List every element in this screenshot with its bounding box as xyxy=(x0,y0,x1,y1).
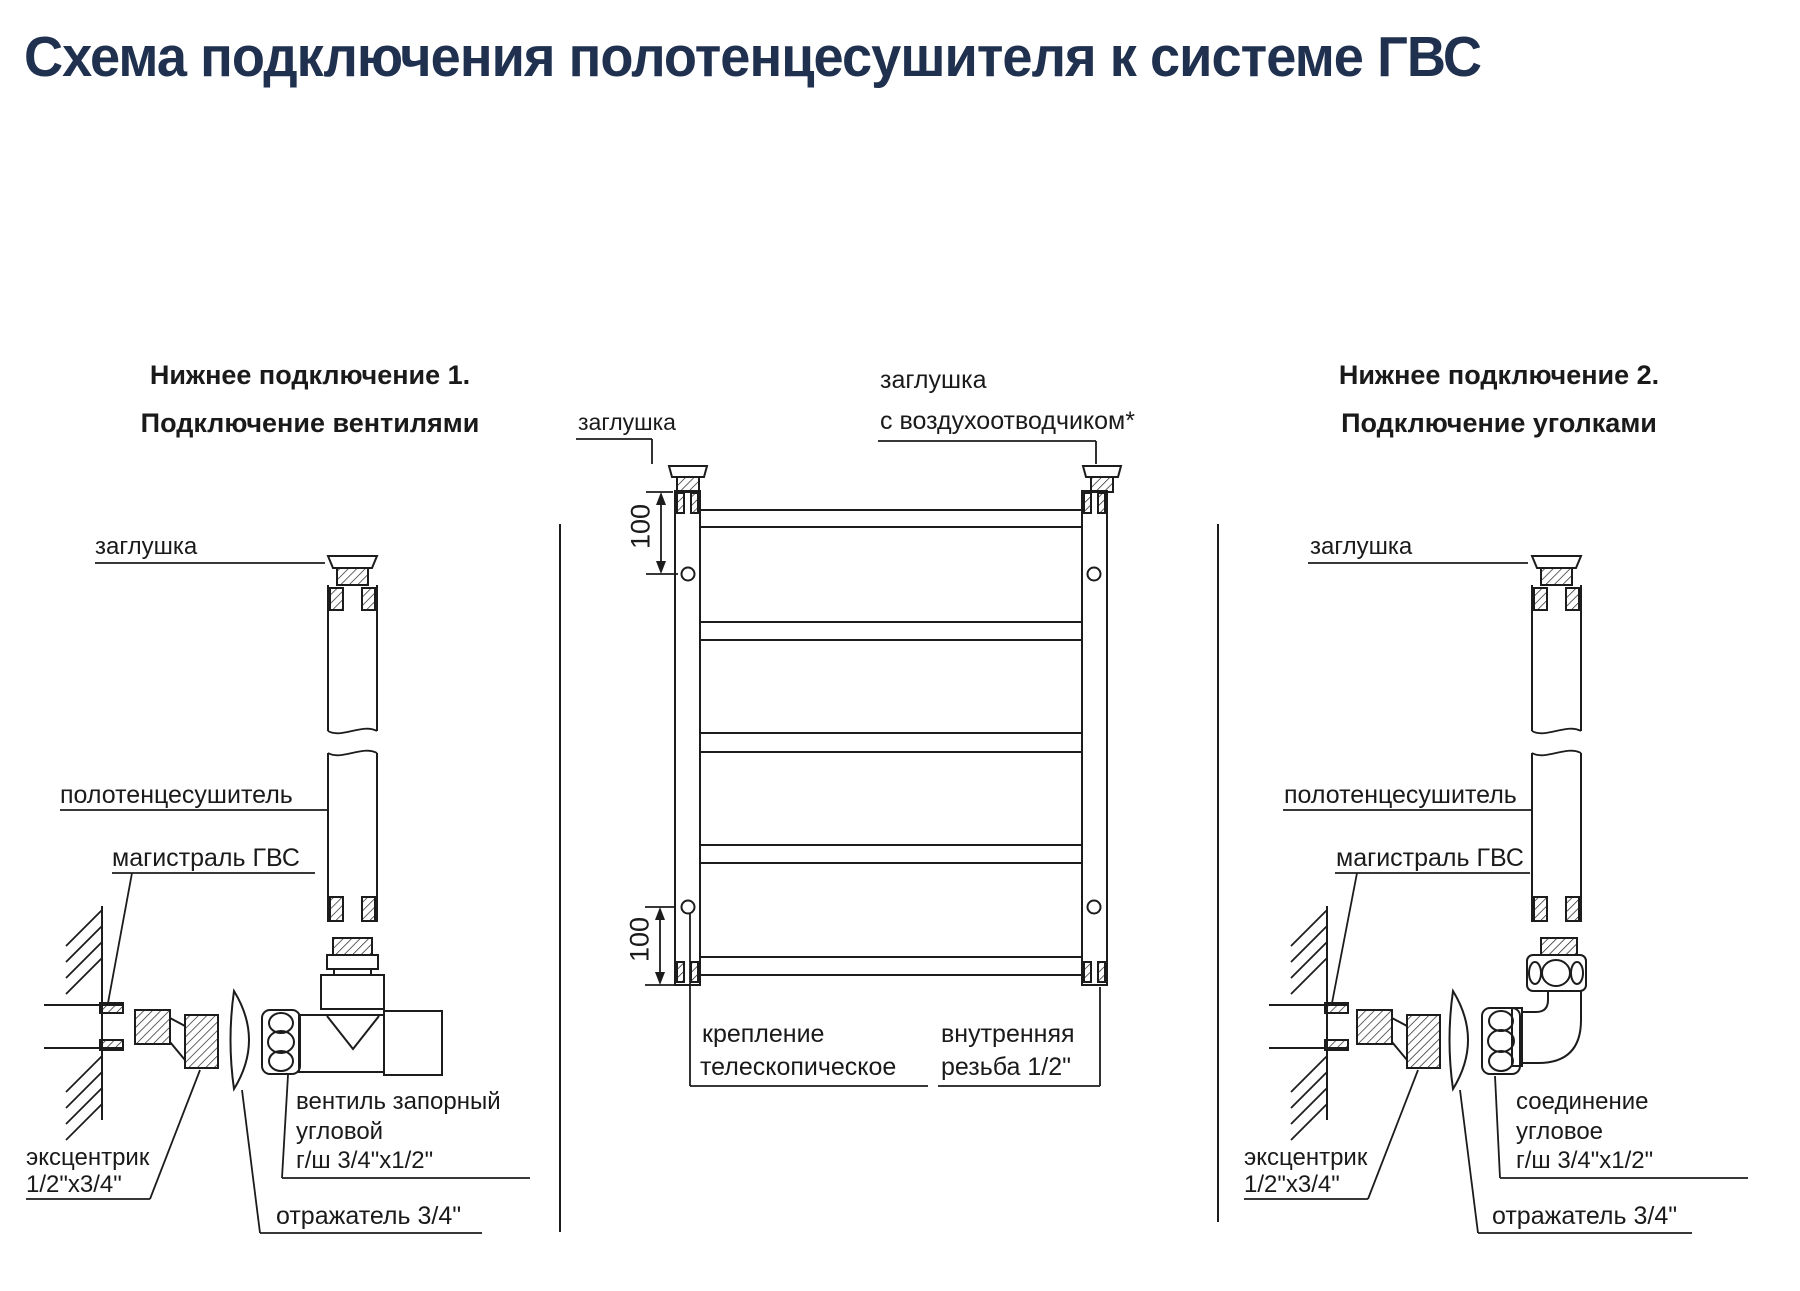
supply-pipe-icon xyxy=(44,1003,123,1050)
label-telescopic-mount-line2: телескопическое xyxy=(700,1053,897,1081)
rungs xyxy=(700,510,1082,975)
reflector-icon xyxy=(231,991,250,1089)
label-cap-center: заглушка xyxy=(578,409,676,435)
eccentric-icon xyxy=(1357,1010,1440,1068)
mount-hole xyxy=(682,568,695,581)
label-eccentric-left-line2: 1/2"х3/4" xyxy=(26,1171,122,1198)
label-cap-air-vent xyxy=(880,360,1135,442)
label-angle-union-line2: угловое xyxy=(1516,1117,1604,1145)
label-hws-main-right: магистраль ГВС xyxy=(1336,844,1524,872)
label-reflector-right: отражатель 3/4" xyxy=(1492,1202,1678,1230)
angle-valve-icon xyxy=(262,938,442,1075)
label-angle-union-line1: соединение xyxy=(1516,1088,1649,1115)
label-eccentric-left-line1: эксцентрик xyxy=(26,1144,150,1171)
page-title: Схема подключения полотенцесушителя к системе ГВС xyxy=(24,25,1482,89)
mount-hole xyxy=(682,901,695,914)
label-hws-main-left: магистраль ГВС xyxy=(112,844,300,872)
dimension-label-bottom: 100 xyxy=(624,916,655,963)
label-eccentric-right xyxy=(1244,1144,1367,1198)
left-section-heading-2: Подключение вентилями xyxy=(140,408,480,438)
right-section-heading-1: Нижнее подключение 2. xyxy=(1338,360,1660,390)
mount-hole xyxy=(1088,568,1101,581)
right-section-heading-2: Подключение уголками xyxy=(1341,408,1657,438)
label-internal-thread xyxy=(941,1018,1075,1084)
label-angle-valve-line3: г/ш 3/4"х1/2" xyxy=(296,1147,434,1174)
right-diagram xyxy=(1244,556,1748,1233)
label-eccentric-right-line1: эксцентрик xyxy=(1244,1144,1368,1171)
air-vent-cap-icon xyxy=(1083,466,1121,477)
angle-union-icon xyxy=(1482,938,1586,1074)
label-internal-thread-line1: внутренняя xyxy=(941,1020,1075,1048)
label-angle-union xyxy=(1516,1087,1653,1176)
supply-pipe-icon xyxy=(1269,1003,1348,1050)
cap-icon xyxy=(1532,556,1581,568)
wall-icon xyxy=(66,906,102,1140)
right-leaders xyxy=(1244,563,1748,1233)
label-towel-rail-left: полотенцесушитель xyxy=(60,781,293,809)
label-telescopic-mount-line1: крепление xyxy=(702,1020,825,1048)
mount-hole xyxy=(1088,901,1101,914)
label-cap-air-vent-line1: заглушка xyxy=(880,366,987,394)
label-angle-valve xyxy=(296,1087,501,1176)
reflector-icon xyxy=(1450,991,1469,1089)
label-towel-rail-right: полотенцесушитель xyxy=(1284,781,1517,809)
eccentric-icon xyxy=(135,1010,218,1068)
label-eccentric-right-line2: 1/2"х3/4" xyxy=(1244,1171,1340,1198)
label-telescopic-mount xyxy=(702,1018,896,1084)
label-angle-union-line3: г/ш 3/4"х1/2" xyxy=(1516,1147,1654,1174)
cap-icon xyxy=(328,556,377,568)
label-reflector-left: отражатель 3/4" xyxy=(276,1202,462,1230)
wall-icon xyxy=(1291,906,1327,1140)
towel-rail-drawing xyxy=(669,466,1121,985)
label-angle-valve-line1: вентиль запорный xyxy=(296,1088,501,1115)
label-eccentric-left xyxy=(26,1144,149,1198)
label-cap-left: заглушка xyxy=(95,533,198,560)
cap-icon xyxy=(669,466,707,477)
dimension-label-top: 100 xyxy=(625,503,656,550)
label-angle-valve-line2: угловой xyxy=(296,1117,384,1145)
label-cap-right: заглушка xyxy=(1310,533,1413,560)
left-section-heading-1: Нижнее подключение 1. xyxy=(149,360,471,390)
valve-handle xyxy=(384,1011,442,1075)
label-cap-air-vent-line2: с воздухоотводчиком* xyxy=(880,407,1135,435)
label-internal-thread-line2: резьба 1/2" xyxy=(941,1053,1071,1081)
